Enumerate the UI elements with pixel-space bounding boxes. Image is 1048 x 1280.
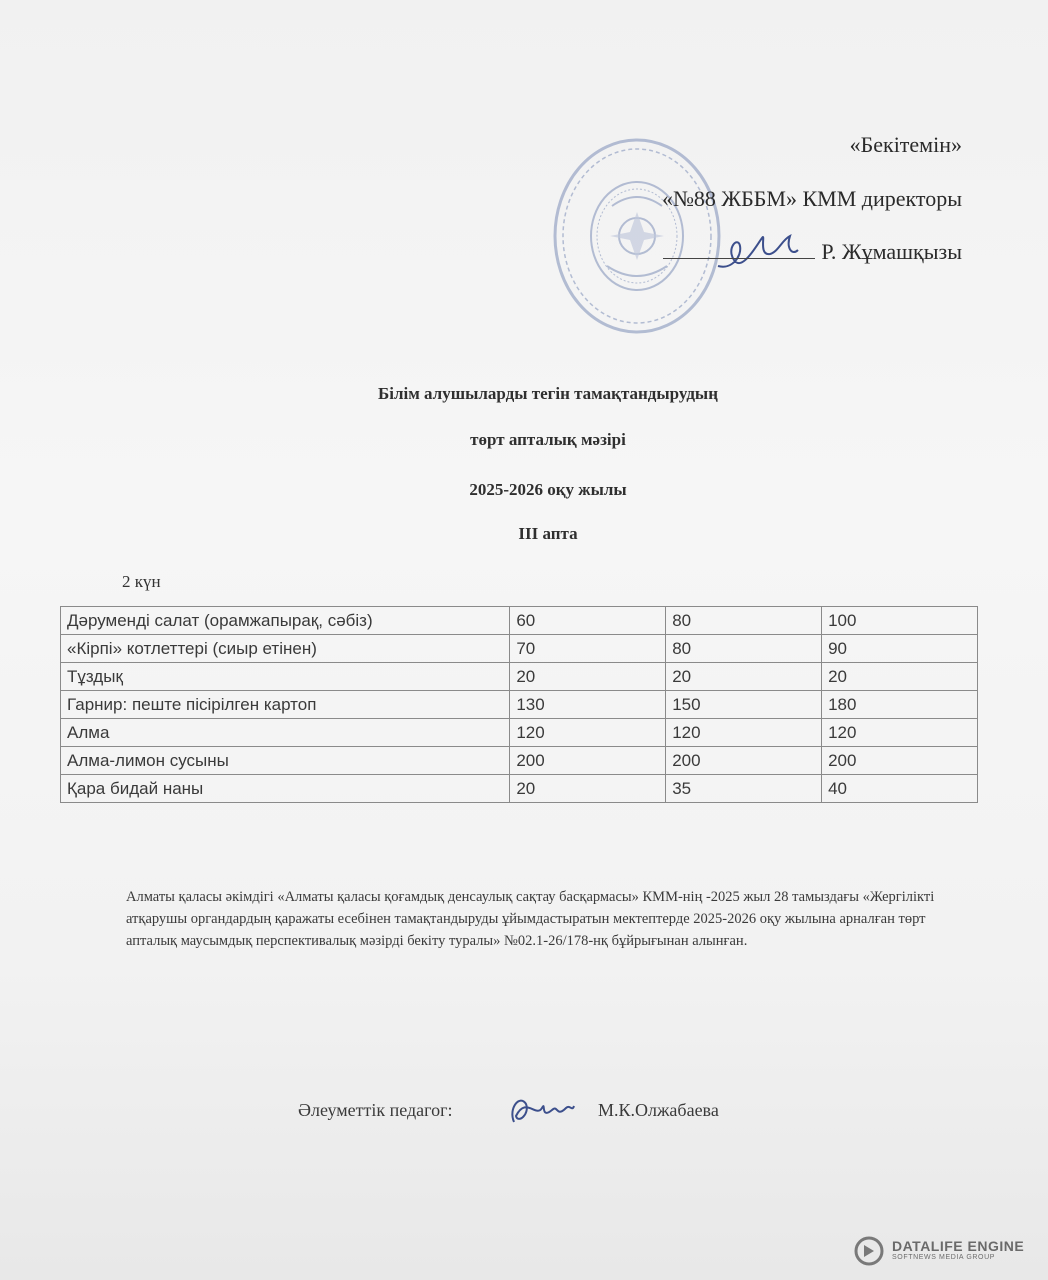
week-label: ІІІ апта [518,524,578,543]
official-seal-icon [552,136,722,336]
dish-name: Тұздық [61,663,510,691]
portion-value: 80 [666,607,822,635]
portion-value: 200 [510,747,666,775]
dish-name: Алма [61,719,510,747]
portion-value: 70 [510,635,666,663]
portion-value: 200 [666,747,822,775]
portion-value: 200 [822,747,978,775]
datalife-logo-icon [854,1236,884,1266]
portion-value: 90 [822,635,978,663]
dish-name: Қара бидай наны [61,775,510,803]
portion-value: 120 [510,719,666,747]
portion-value: 60 [510,607,666,635]
portion-value: 150 [666,691,822,719]
director-name: Р. Жұмашқызы [821,239,962,264]
portion-value: 120 [666,719,822,747]
academic-year: 2025-2026 оқу жылы [469,480,627,499]
portion-value: 20 [510,775,666,803]
signature-line [663,238,815,259]
watermark-sub: SOFTNEWS MEDIA GROUP [892,1254,996,1261]
watermark-main: DATALIFE ENGINE [892,1238,1025,1254]
source-footnote: Алматы қаласы әкімдігі «Алматы қаласы қоғамдық денсаулық сақтау басқармасы» КММ-нің -2025 жыл 28 тамыздағы «Жергілікті атқарушы органдардың қаражаты есебінен тамақтандыруды ұйымдастыратын мектептерде 2025-2026 оқу жылына арналған төрт апталық маусымдық перспективалық мәзірді бекіту туралы» №02.1-26/178-нқ бұйрығынан алынған. [126,889,935,949]
director-sign-row [663,238,962,265]
portion-value: 100 [822,607,978,635]
document-title: Білім алушыларды тегін тамақтандырудың [377,384,718,403]
document-subtitle: төрт апталық мәзірі [470,430,626,449]
table-row [61,691,978,719]
table-row [61,719,978,747]
table-row [61,663,978,691]
dish-name: «Кірпі» котлеттері (сиыр етінен) [61,635,510,663]
dish-name: Гарнир: пеште пісірілген картоп [61,691,510,719]
portion-value: 20 [510,663,666,691]
menu-table [60,606,978,803]
portion-value: 80 [666,635,822,663]
portion-value: 130 [510,691,666,719]
portion-value: 20 [666,663,822,691]
portion-value: 120 [822,719,978,747]
signoff-role: Әлеуметтік педагог: [298,1100,453,1120]
pedagog-signature-icon [506,1088,576,1130]
dish-name: Алма-лимон сусыны [61,747,510,775]
table-row [61,635,978,663]
approval-title: «Бекітемін» [849,132,962,157]
signoff-name: М.К.Олжабаева [598,1100,719,1120]
table-row [61,607,978,635]
site-watermark [854,1236,1024,1266]
approval-organization: «№88 ЖББМ» КММ директоры [661,186,962,211]
portion-value: 20 [822,663,978,691]
portion-value: 35 [666,775,822,803]
table-row [61,775,978,803]
watermark-text [892,1239,1024,1263]
table-row [61,747,978,775]
dish-name: Дәруменді салат (орамжапырақ, сәбіз) [61,607,510,635]
portion-value: 180 [822,691,978,719]
portion-value: 40 [822,775,978,803]
day-label: 2 күн [122,572,161,591]
